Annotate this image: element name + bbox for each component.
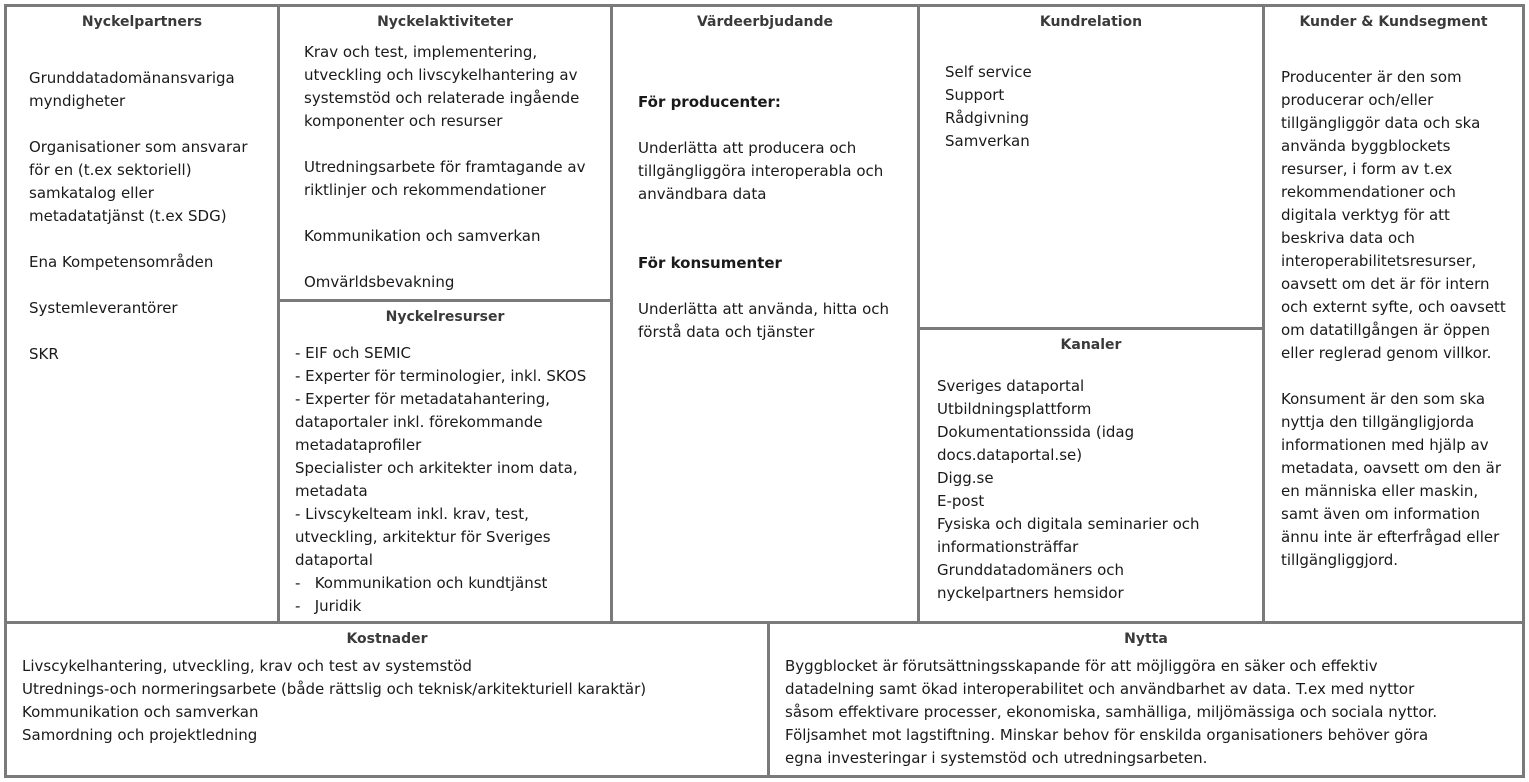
nyckelaktiviteter-box: [277, 4, 613, 302]
kostnad-item: Utrednings-och normeringsarbete (både rättslig och teknisk/arkitekturiell karaktär): [22, 680, 647, 698]
kunder-box: [1262, 4, 1525, 624]
nytta-box: [767, 621, 1525, 778]
activity-item: Utredningsarbete för framtagande av riktlinjer och rekommendationer: [304, 158, 586, 199]
kostnad-item: Samordning och projektledning: [22, 726, 258, 744]
kunder-producenter-text: Producenter är den som producerar och/eller tillgängliggör data och ska använda byggblockets resurser, i form av t.ex rekommendationer och digitala verktyg för att beskriva data och interoperabilitetsresurser, oavsett om det är för intern och externt syfte, och oavsett om datatillgången är öppen eller reglerad genom villkor.: [1281, 68, 1506, 362]
kundrelation-item: Support: [945, 86, 1005, 104]
kundrelation-item: Samverkan: [945, 132, 1030, 150]
nyckelresurser-title: Nyckelresurser: [385, 309, 505, 325]
resource-item: - Experter för terminologier, inkl. SKOS: [295, 367, 587, 385]
nyckelpartners-box: [4, 4, 280, 624]
nytta-text: Byggblocket är förutsättningsskapande för att möjliggöra en säker och effektiv datadelning samt ökad interoperabilitet och användbarhet av data. T.ex med nyttor såsom effektivare processer, ekonomiska, samhälliga, miljömässiga och sociala nyttor.: [785, 657, 1438, 721]
nyckelpartners-title: Nyckelpartners: [81, 14, 203, 30]
nyckelaktiviteter-title: Nyckelaktiviteter: [377, 14, 513, 30]
kostnad-item: Livscykelhantering, utveckling, krav och test av systemstöd: [22, 657, 472, 675]
kanaler-box: [917, 327, 1265, 624]
kostnader-title: Kostnader: [346, 631, 428, 647]
kostnader-box: [4, 621, 770, 778]
activity-item: Krav och test, implementering, utveckling och livscykelhantering av systemstöd och relaterade ingående komponenter och resurser: [304, 43, 580, 130]
kanal-item: E-post: [937, 492, 985, 510]
kanal-item: Fysiska och digitala seminarier och informationsträffar: [937, 515, 1200, 556]
nyckelresurser-box: [277, 299, 613, 624]
partner-item: Ena Kompetensområden: [29, 253, 214, 271]
kunder-title: Kunder & Kundsegment: [1299, 14, 1488, 30]
partner-item: SKR: [29, 345, 59, 363]
resource-item: - Juridik: [295, 597, 362, 615]
konsumenter-heading: För konsumenter: [638, 254, 782, 272]
kanal-item: Sveriges dataportal: [937, 377, 1085, 395]
kundrelation-item: Self service: [945, 63, 1032, 81]
kundrelation-box: [917, 4, 1265, 330]
producenter-text: Underlätta att producera och tillgängliggöra interoperabla och användbara data: [638, 139, 884, 203]
kanal-item: Grunddatadomäners och nyckelpartners hemsidor: [937, 561, 1125, 602]
nytta-title: Nytta: [1124, 631, 1168, 647]
kanaler-title: Kanaler: [1060, 337, 1122, 353]
partner-item: Organisationer som ansvarar för en (t.ex sektoriell) samkatalog eller metadatatjänst (t.ex SDG): [29, 138, 248, 225]
kanal-item: Digg.se: [937, 469, 994, 487]
resource-item: - Experter för metadatahantering, dataportaler inkl. förekommande metadataprofiler: [295, 390, 551, 454]
kundrelation-title: Kundrelation: [1039, 14, 1143, 30]
vardeerbjudande-box: [610, 4, 920, 624]
kanal-item: Utbildningsplattform: [937, 400, 1092, 418]
resource-item: - Kommunikation och kundtjänst: [295, 574, 548, 592]
vardeerbjudande-title: Värdeerbjudande: [696, 14, 834, 30]
kanal-item: Dokumentationssida (idag docs.dataportal.se): [937, 423, 1135, 464]
partner-item: Grunddatadomänansvariga myndigheter: [29, 69, 235, 110]
kostnad-item: Kommunikation och samverkan: [22, 703, 259, 721]
kunder-konsument-text: Konsument är den som ska nyttja den tillgängligjorda informationen med hjälp av metadata, oavsett om den är en människa eller maskin, samt även om information ännu inte är efterfrågad eller tillgängliggjord.: [1281, 390, 1501, 569]
partner-item: Systemleverantörer: [29, 299, 178, 317]
konsumenter-text: Underlätta att använda, hitta och förstå data och tjänster: [638, 300, 890, 341]
kundrelation-item: Rådgivning: [945, 109, 1030, 127]
resource-item: - EIF och SEMIC: [295, 344, 412, 362]
resource-item: - Livscykelteam inkl. krav, test, utveckling, arkitektur för Sveriges dataportal: [295, 505, 551, 569]
activity-item: Omvärldsbevakning: [304, 273, 455, 291]
producenter-heading: För producenter:: [638, 93, 781, 111]
activity-item: Kommunikation och samverkan: [304, 227, 541, 245]
nytta-text: Följsamhet mot lagstiftning. Minskar behov för enskilda organisationers behöver göra egna investeringar i systemstöd och utredningsarbeten.: [785, 726, 1429, 767]
resource-item: Specialister och arkitekter inom data, metadata: [295, 459, 578, 500]
